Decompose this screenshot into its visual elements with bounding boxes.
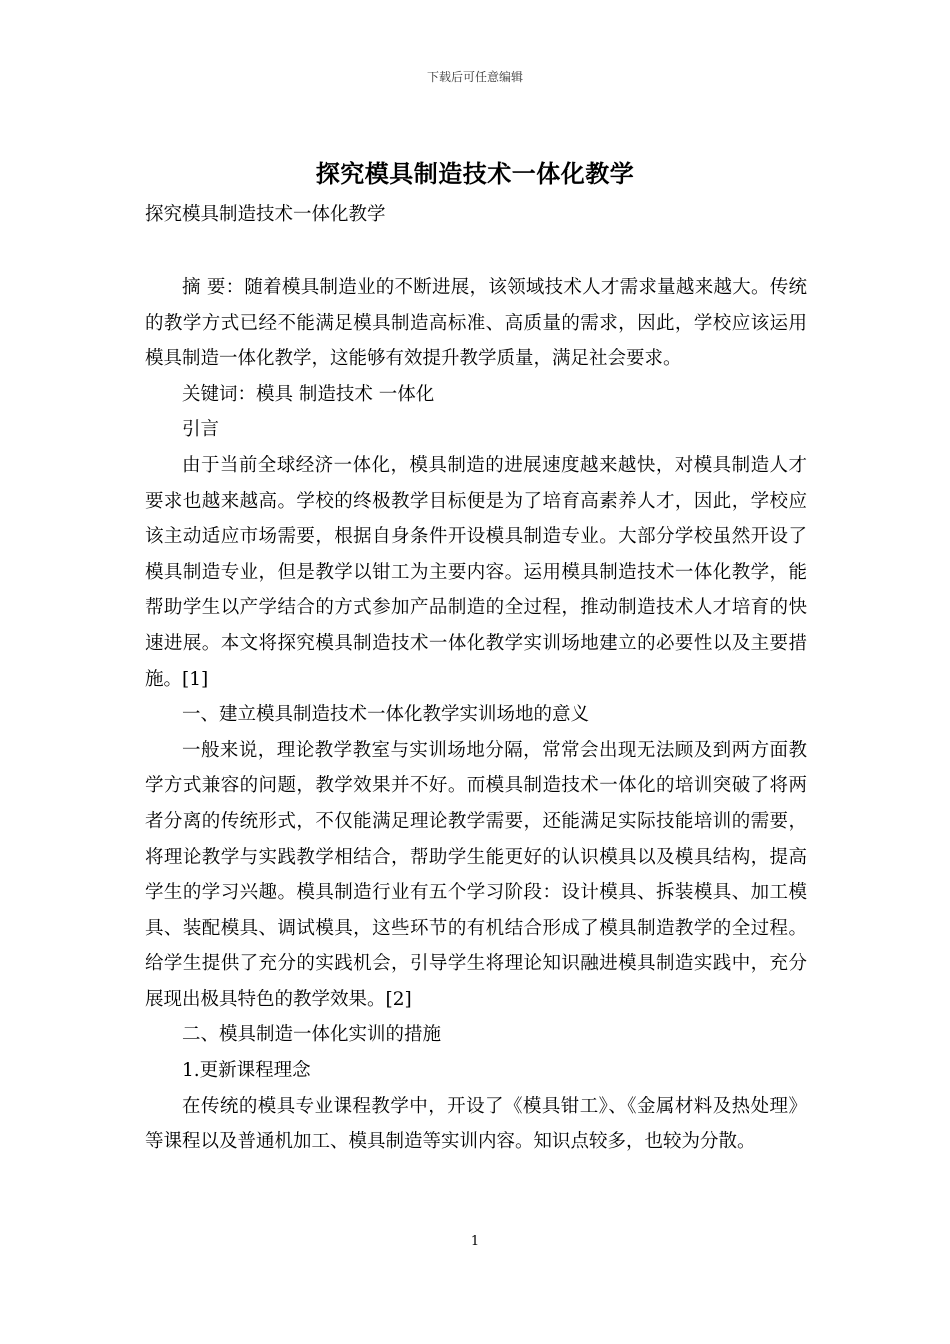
abstract-paragraph: 摘 要：随着模具制造业的不断进展，该领域技术人才需求量越来越大。传统的教学方式已经不能满足模具制造高标准、高质量的需求，因此，学校应该运用模具制造一体化教学，这能够有效提升教学质量，满足社会要求。 [145, 277, 807, 370]
document-subtitle: 探究模具制造技术一体化教学 [145, 204, 386, 225]
subsection-heading: 1.更新课程理念 [182, 1060, 311, 1082]
section-one-paragraph: 一般来说，理论教学教室与实训场地分隔，常常会出现无法顾及到两方面教学方式兼容的问题，教学效果并不好。而模具制造技术一体化的培训突破了将两者分离的传统形式，不仅能满足理论教学需要，还能满足实际技能培训的需要，将理论教学与实践教学相结合，帮助学生能更好的认识模具以及模具结构，提高学生的学习兴趣。模具制造行业有五个学习阶段：设计模具、拆装模具、加工模具、装配模具、调试模具，这些环节的有机结合形成了模具制造教学的全过程。给学生提供了充分的实践机会，引导学生将理论知识融进模具制造实践中，充分展现出极具特色的教学效果。[2] [145, 739, 807, 1010]
document-title: 探究模具制造技术一体化教学 [315, 159, 635, 188]
keywords-paragraph: 关键词：模具 制造技术 一体化 [182, 383, 435, 405]
introduction-paragraph: 由于当前全球经济一体化，模具制造的进展速度越来越快，对模具制造人才要求也越来越高。学校的终极教学目标便是为了培育高素养人才，因此，学校应该主动适应市场需要，根据自身条件开设模具制造专业。大部分学校虽然开设了模具制造专业，但是教学以钳工为主要内容。运用模具制造技术一体化教学，能帮助学生以产学结合的方式参加产品制造的全过程，推动制造技术人才培育的快速进展。本文将探究模具制造技术一体化教学实训场地建立的必要性以及主要措施。[1] [145, 454, 807, 690]
section-two-heading: 二、模具制造一体化实训的措施 [182, 1024, 442, 1046]
document-body [145, 270, 807, 1160]
subsection-paragraph: 在传统的模具专业课程教学中，开设了《模具钳工》、《金属材料及热处理》等课程以及普通机加工、模具制造等实训内容。知识点较多，也较为分散。 [145, 1095, 807, 1153]
section-one-heading: 一、建立模具制造技术一体化教学实训场地的意义 [182, 704, 590, 726]
introduction-heading: 引言 [182, 419, 220, 441]
page-header-note: 下载后可任意编辑 [426, 70, 523, 84]
page-number: 1 [470, 1234, 480, 1249]
